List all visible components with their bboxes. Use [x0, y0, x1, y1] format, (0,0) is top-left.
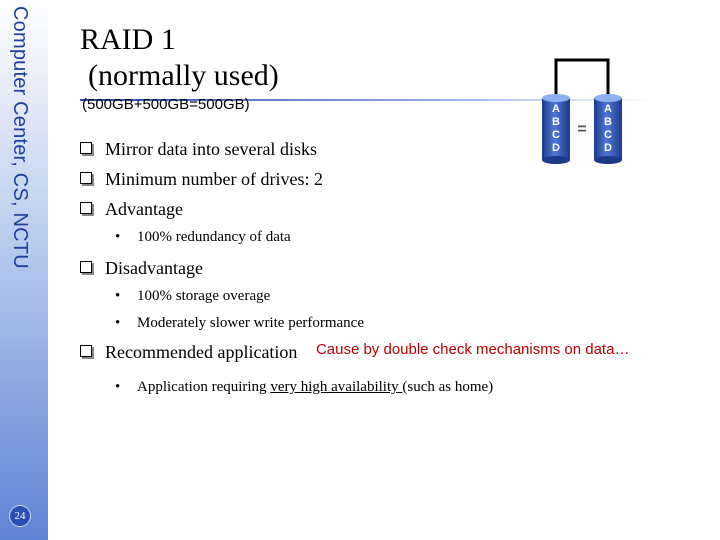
sub-bullet	[80, 374, 710, 401]
sub-bullet-text: 100% redundancy of data	[137, 229, 291, 245]
equals-sign: =	[577, 121, 587, 138]
dot-bullet-icon: •	[115, 288, 121, 304]
sub-bullet-text: 100% storage overage	[137, 288, 271, 304]
disk-2-label-d: D	[604, 142, 612, 154]
app-prefix: Application requiring	[137, 379, 271, 395]
bullet-text: Mirror data into several disks	[105, 139, 317, 159]
checkbox-bullet-icon	[80, 142, 92, 154]
sub-bullet	[80, 283, 710, 310]
disk-2-label-b: B	[604, 116, 612, 128]
sub-bullet-text: Moderately slower write performance	[137, 315, 364, 331]
slide-subtitle: (500GB+500GB=500GB)	[82, 96, 250, 113]
bullet-list	[80, 134, 710, 401]
app-suffix: (such as home)	[402, 379, 494, 395]
disk-2-label-c: C	[604, 129, 612, 141]
dot-bullet-icon: •	[115, 229, 121, 245]
bullet-text: Advantage	[105, 199, 183, 219]
bullet-text: Disadvantage	[105, 258, 203, 278]
app-underlined: very high availability	[270, 379, 403, 395]
disk-1-label-a: A	[552, 103, 560, 115]
sidebar-title: Computer Center, CS, NCTU	[9, 6, 31, 269]
disk-1-label-d: D	[552, 142, 560, 154]
title-line-2: (normally used)	[88, 59, 279, 92]
bullet-min-drives	[80, 164, 710, 194]
checkbox-bullet-icon	[80, 202, 92, 214]
red-annotation: Cause by double check mechanisms on data…	[315, 341, 630, 358]
sidebar	[0, 0, 48, 540]
dot-bullet-icon: •	[115, 315, 121, 331]
disk-1-label-b: B	[552, 116, 560, 128]
dot-bullet-icon: •	[115, 379, 121, 395]
bullet-mirror	[80, 134, 710, 164]
bullet-recommended	[80, 337, 710, 369]
page-number-badge: 24	[9, 505, 31, 527]
bullet-text: Minimum number of drives: 2	[105, 169, 323, 189]
title-line-1: RAID 1	[80, 23, 176, 56]
slide-title	[80, 22, 279, 94]
mirror-bracket	[556, 60, 608, 94]
checkbox-bullet-icon	[80, 345, 92, 357]
sub-bullet	[80, 310, 710, 337]
disk-1-label-c: C	[552, 129, 560, 141]
checkbox-bullet-icon	[80, 172, 92, 184]
bullet-disadvantage	[80, 253, 710, 283]
checkbox-bullet-icon	[80, 261, 92, 273]
disk-2-label-a: A	[604, 103, 612, 115]
sub-bullet	[80, 224, 710, 251]
bullet-text: Recommended application	[105, 342, 298, 362]
bullet-advantage	[80, 194, 710, 224]
